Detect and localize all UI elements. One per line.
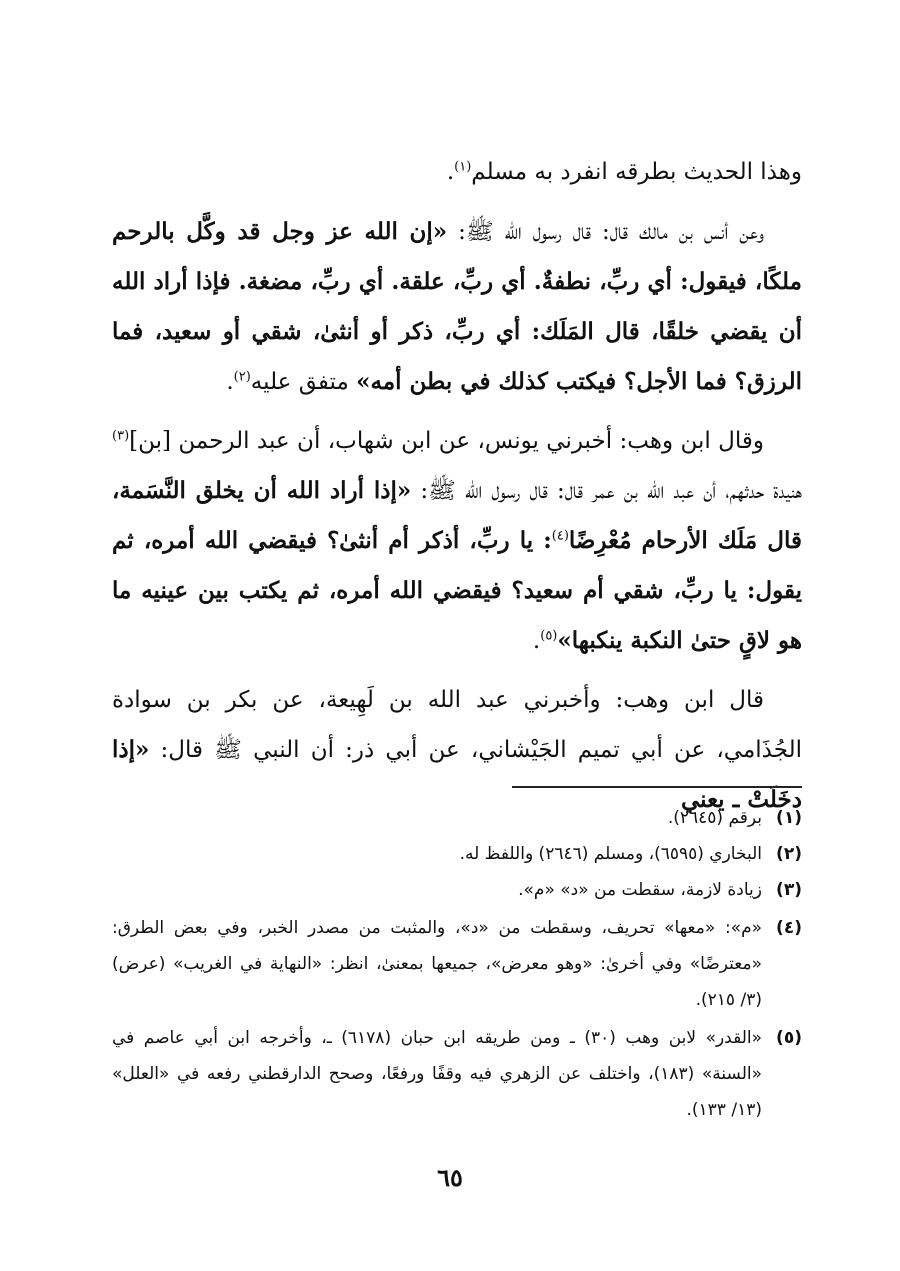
main-text bbox=[112, 148, 802, 835]
footnote-separator bbox=[512, 786, 802, 788]
footnote-item bbox=[112, 910, 802, 1018]
footnotes bbox=[112, 800, 802, 1128]
footnote-text: «م»: «معها» تحريف، وسقطت من «د»، والمثبت من مصدر الخبر، وفي بعض الطرق: «معترضًا» وفي أخرىٰ: «وهو معرض»، جميعها بمعنىٰ، انظر: «النهاية في الغريب» (عرض) (٣/ ٢١٥). bbox=[112, 918, 762, 1010]
paragraph-3-end: . bbox=[532, 628, 541, 654]
footnote-number: (٥) bbox=[776, 1028, 802, 1048]
paragraph-1-end: . bbox=[446, 159, 455, 185]
footnote-ref-1: (١) bbox=[454, 159, 472, 175]
paragraph-2-tail: متفق عليه bbox=[250, 369, 357, 395]
footnote-number: (١) bbox=[776, 808, 802, 828]
footnote-ref-5: (٥) bbox=[540, 628, 558, 644]
hadith-quote-abu-dharr: «إذا دخَلَتْ ـ يعني bbox=[112, 736, 802, 813]
paragraph-2-lead: وعن أنس بن مالك قال: قال رسول الله ﷺ: bbox=[447, 219, 765, 245]
footnote-ref-2: (٢) bbox=[233, 369, 251, 385]
paragraph-1-text: وهذا الحديث بطرقه انفرد به مسلم bbox=[471, 159, 802, 185]
footnote-item bbox=[112, 872, 802, 908]
footnote-text: برقم (٢٦٤٥). bbox=[667, 808, 762, 828]
footnote-text: «القدر» لابن وهب (٣٠) ـ ومن طريقه ابن حبان (٦١٧٨) ـ، وأخرجه ابن أبي عاصم في «السنة» (١٨٣)، واختلف عن الزهري فيه وقفًا ورفعًا، وصحح الدارقطني رفعه في «العلل» (١٣/ ١٣٣). bbox=[112, 1028, 763, 1120]
footnote-text: زيادة لازمة، سقطت من «د» «م». bbox=[518, 880, 762, 900]
paragraph-1 bbox=[112, 148, 802, 197]
paragraph-2-end: . bbox=[226, 369, 234, 395]
hadith-quote-ibn-umar-part2: : يا ربِّ، أذكر أم أنثىٰ؟ فيقضي الله أمره، ثم يقول: يا ربِّ، شقي أم سعيد؟ فيقضي الله أمره، ثم يكتب بين عينيه ما هو لاقٍ حتىٰ النكبة ينكبها» bbox=[112, 527, 802, 654]
hadith-quote-anas: «إن الله عز وجل قد وكَّل بالرحم ملكًا، فيقول: أي ربِّ، نطفةٌ. أي ربِّ، علقة. أي ربِّ، مضغة. فإذا أراد الله أن يقضي خلقًا، قال المَلَك: أي ربِّ، ذكر أو أنثىٰ، شقي أو سعيد، فما الرزق؟ فما الأجل؟ فيكتب كذلك في بطن أمه» bbox=[112, 218, 802, 395]
footnote-text: البخاري (٦٥٩٥)، ومسلم (٢٦٤٦) واللفظ له. bbox=[459, 844, 762, 864]
paragraph-2 bbox=[112, 207, 802, 407]
footnote-ref-3: (٣) bbox=[112, 428, 130, 444]
footnote-item bbox=[112, 836, 802, 872]
footnote-item bbox=[112, 1020, 802, 1128]
footnote-number: (٢) bbox=[776, 844, 802, 864]
paragraph-4-lead: قال ابن وهب: وأخبرني عبد الله بن لَهِيعة، عن بكر بن سوادة الجُذَامي، عن أبي تميم الجَيْشاني، عن أبي ذر: أن النبي ﷺ قال: bbox=[112, 687, 802, 763]
hadith-quote-ibn-umar-part1: «إذا أراد الله أن يخلق النَّسَمة، قال مَلَك الأرحام مُعْرِضًا bbox=[112, 477, 802, 554]
paragraph-3 bbox=[112, 417, 802, 666]
paragraph-3-mid: هنيدة حدثهم، أن عبد الله بن عمر قال: قال رسول الله ﷺ: bbox=[411, 478, 802, 504]
footnote-item bbox=[112, 800, 802, 836]
paragraph-3-lead: وقال ابن وهب: أخبرني يونس، عن ابن شهاب، أن عبد الرحمن [بن] bbox=[129, 428, 764, 454]
footnote-number: (٣) bbox=[776, 880, 802, 900]
page-number: ٦٥ bbox=[437, 1163, 463, 1192]
footnote-number: (٤) bbox=[776, 918, 802, 938]
footnote-ref-4: (٤) bbox=[551, 528, 569, 544]
